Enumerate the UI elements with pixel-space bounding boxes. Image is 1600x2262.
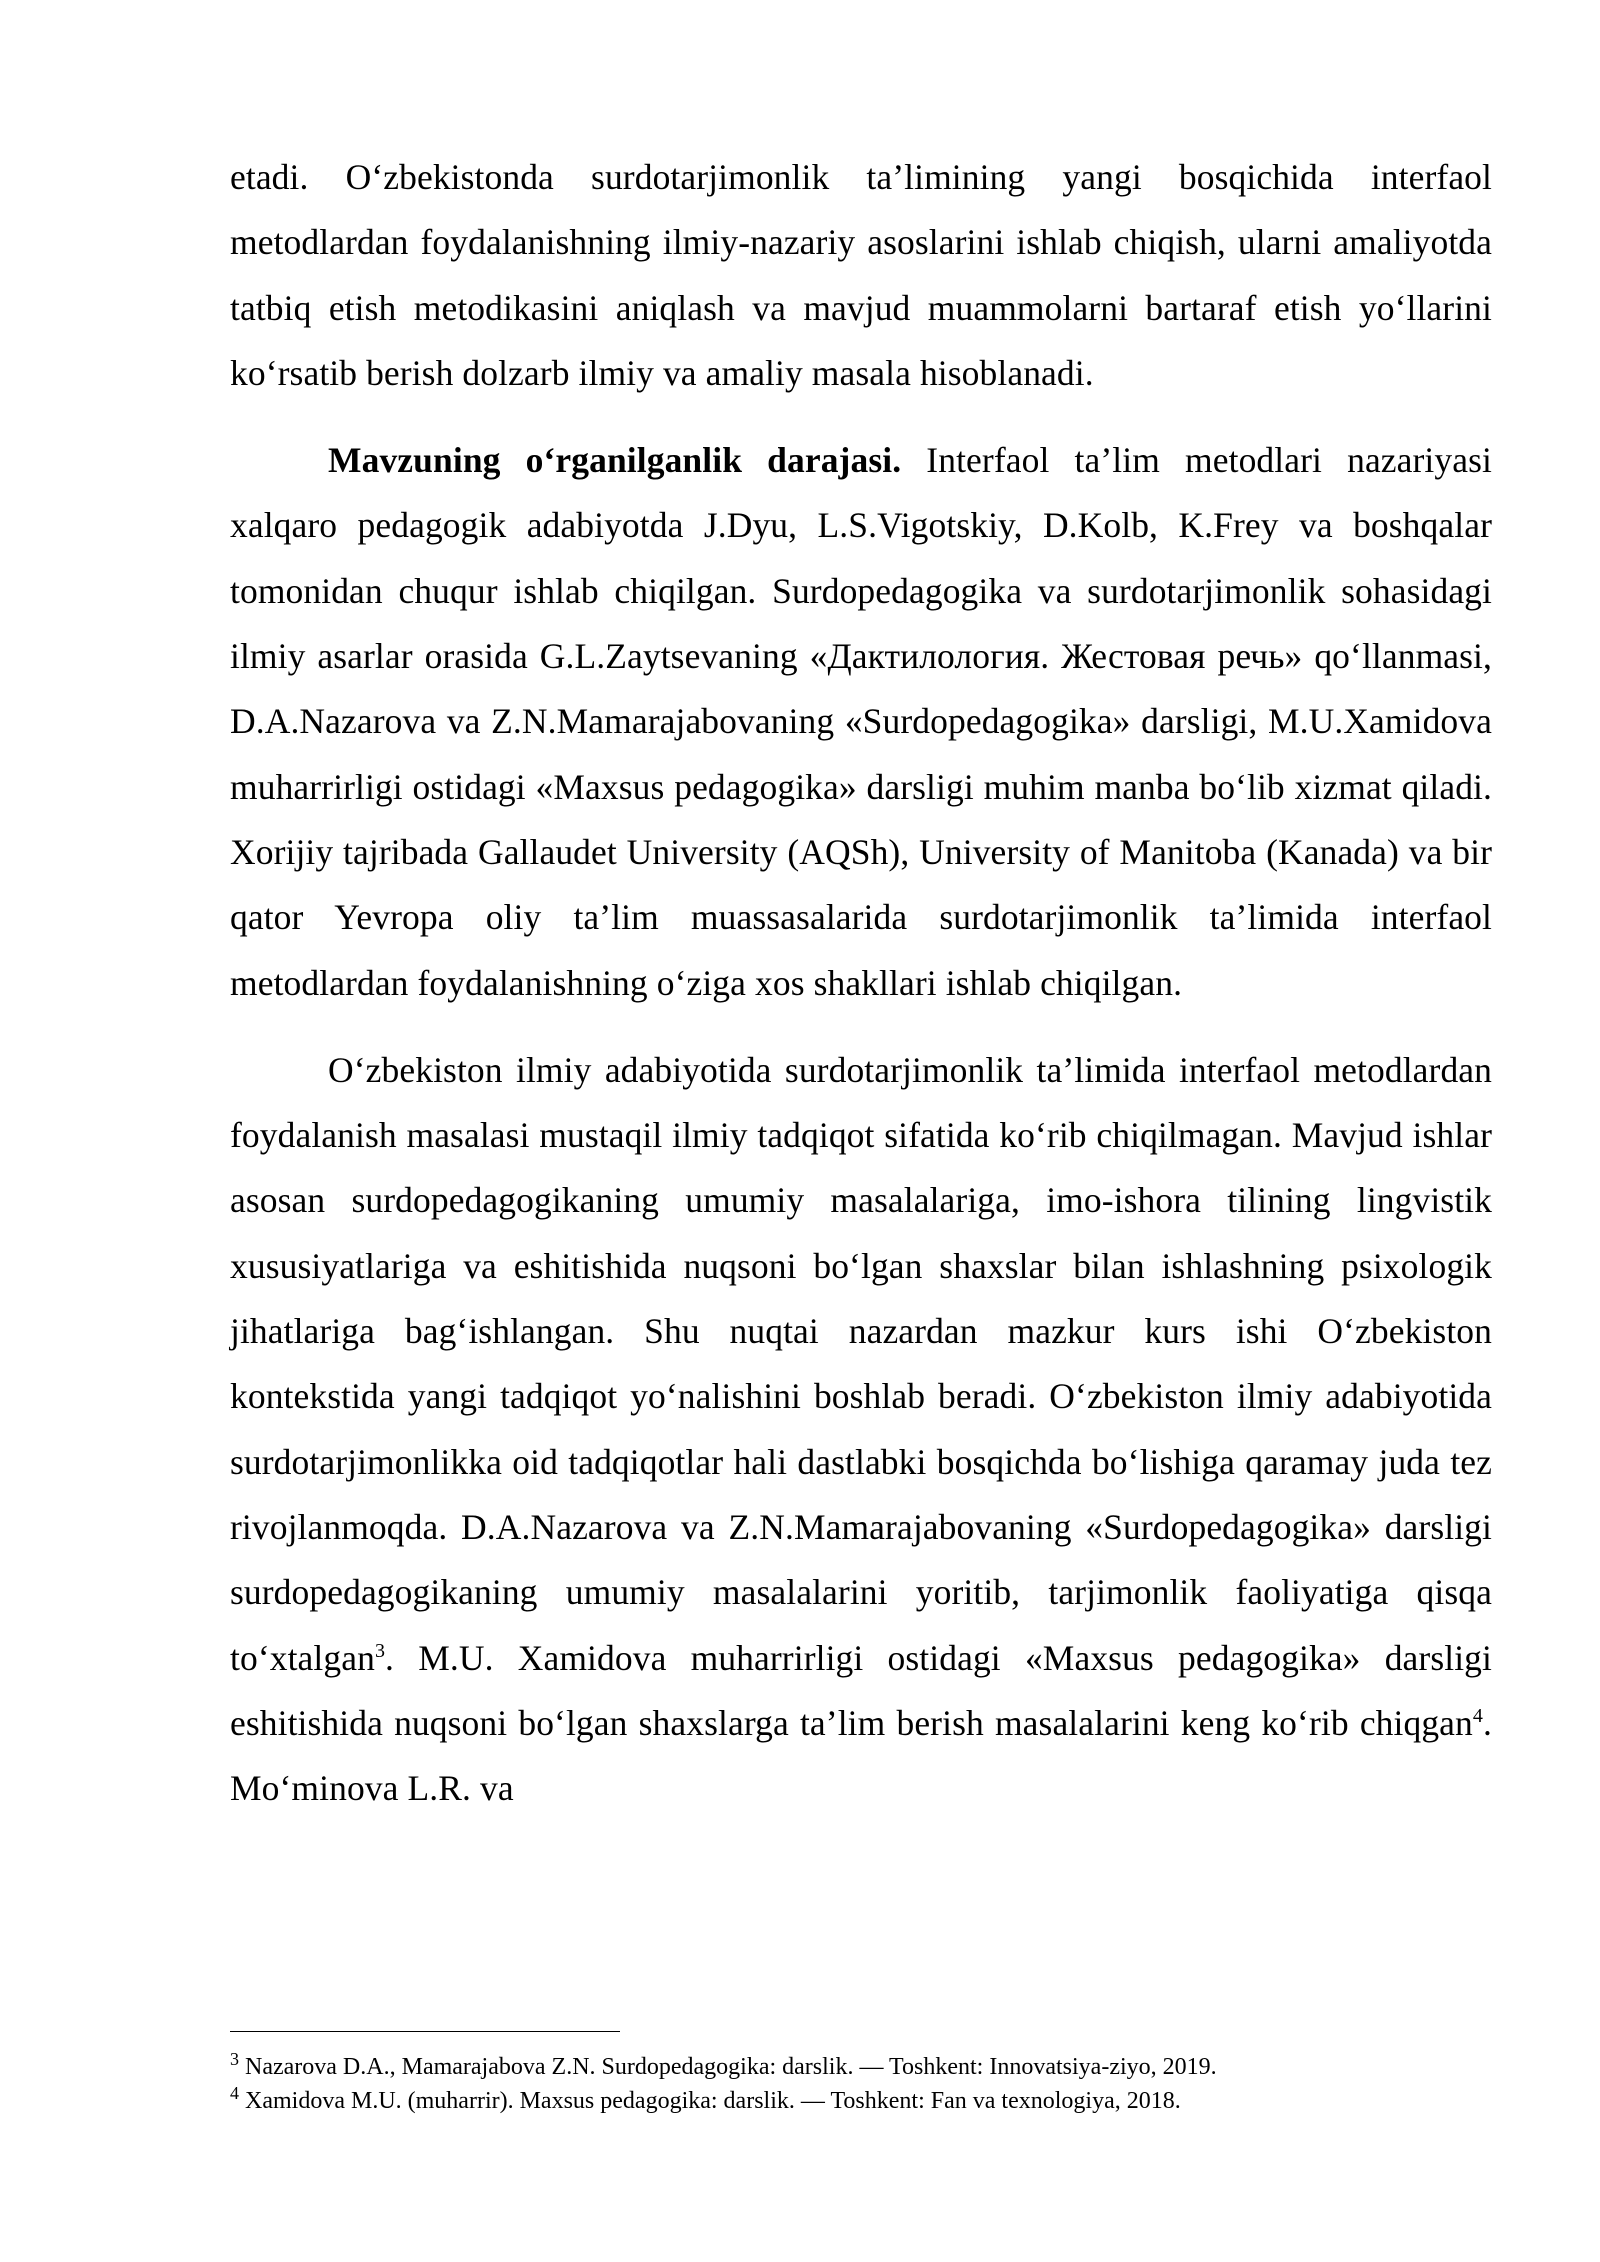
paragraph-2 (230, 428, 1492, 1016)
footnote-3 (230, 2050, 1492, 2084)
footnote-4 (230, 2084, 1492, 2118)
footnote-reference-3[interactable]: 3 (374, 1639, 386, 1662)
paragraph-2-text: Interfaol ta’lim metodlari nazariyasi xalqaro pedagogik adabiyotda J.Dyu, L.S.Vigotskiy, D.Kolb, K.Frey va boshqalar tomonidan chuqur ishlab chiqilgan. Surdopedagogika va surdotarjimonlik sohasidagi ilmiy asarlar orasida G.L.Zaytsevaning «Дактилология. Жестовая речь» qo‘llanmasi, D.A.Nazarova va Z.N.Mamarajabovaning «Surdopedagogika» darsligi, M.U.Xamidova muharrirligi ostidagi «Maxsus pedagogika» darsligi muhim manba bo‘lib xizmat qiladi. Xorijiy tajribada Gallaudet University (AQSh), University of Manitoba (Kanada) va bir qator Yevropa oliy ta’lim muassasalarida surdotarjimonlik ta’limida interfaol metodlardan foydalanishning o‘ziga xos shakllari ishlab chiqilgan. (230, 440, 1492, 1003)
footnote-marker: 3 (230, 2049, 239, 2069)
paragraph-3 (230, 1038, 1492, 1822)
paragraph-1: etadi. O‘zbekistonda surdotarjimonlik ta’limining yangi bosqichida interfaol metodlardan foydalanishning ilmiy-nazariy asoslarini ishlab chiqish, ularni amaliyotda tatbiq etish metodikasini aniqlash va mavjud muammolarni bartaraf etish yo‘llarini ko‘rsatib berish dolzarb ilmiy va amaliy masala hisoblanadi. (230, 157, 1492, 393)
footnote-text: Nazarova D.A., Mamarajabova Z.N. Surdopedagogika: darslik. — Toshkent: Innovatsiya-ziyo, 2019. (239, 2054, 1217, 2080)
footnote-separator (230, 2031, 620, 2032)
footnotes (230, 2050, 1492, 2118)
footnote-reference-4[interactable]: 4 (1472, 1705, 1484, 1727)
paragraph-3-text-c: . Mo‘minova L.R. va (230, 1702, 1492, 1809)
paragraph-3-text-b: . M.U. Xamidova muharrirligi ostidagi «Maxsus pedagogika» darsligi eshitishida nuqsoni bo‘lgan shaxslarga ta’lim berish masalalarini keng ko‘rib chiqgan (230, 1637, 1492, 1743)
paragraph-3-text-a: O‘zbekiston ilmiy adabiyotida surdotarjimonlik ta’limida interfaol metodlardan foydalanish masalasi mustaqil ilmiy tadqiqot sifatida ko‘rib chiqilmagan. Mavjud ishlar asosan surdopedagogikaning umumiy masalalariga, imo-ishora tilining lingvistik xususiyatlariga va eshitishida nuqsoni bo‘lgan shaxslar bilan ishlashning psixologik jihatlariga bag‘ishlangan. Shu nuqtai nazardan mazkur kurs ishi O‘zbekiston kontekstida yangi tadqiqot yo‘nalishini boshlab beradi. O‘zbekiston ilmiy adabiyotida surdotarjimonlikka oid tadqiqotlar hali dastlabki bosqichda bo‘lishiga qaramay juda tez rivojlanmoqda. D.A.Nazarova va Z.N.Mamarajabovaning «Surdopedagogika» darsligi surdopedagogikaning umumiy masalalarini yoritib, tarjimonlik faoliyatiga qisqa to‘xtalgan (230, 1049, 1492, 1678)
body-text (230, 145, 1492, 1821)
footnote-marker: 4 (230, 2083, 239, 2103)
section-heading: Mavzuning o‘rganilganlik darajasi. (328, 440, 902, 481)
footnote-text: Xamidova M.U. (muharrir). Maxsus pedagogika: darslik. — Toshkent: Fan va texnologiya, 2018. (239, 2088, 1181, 2114)
